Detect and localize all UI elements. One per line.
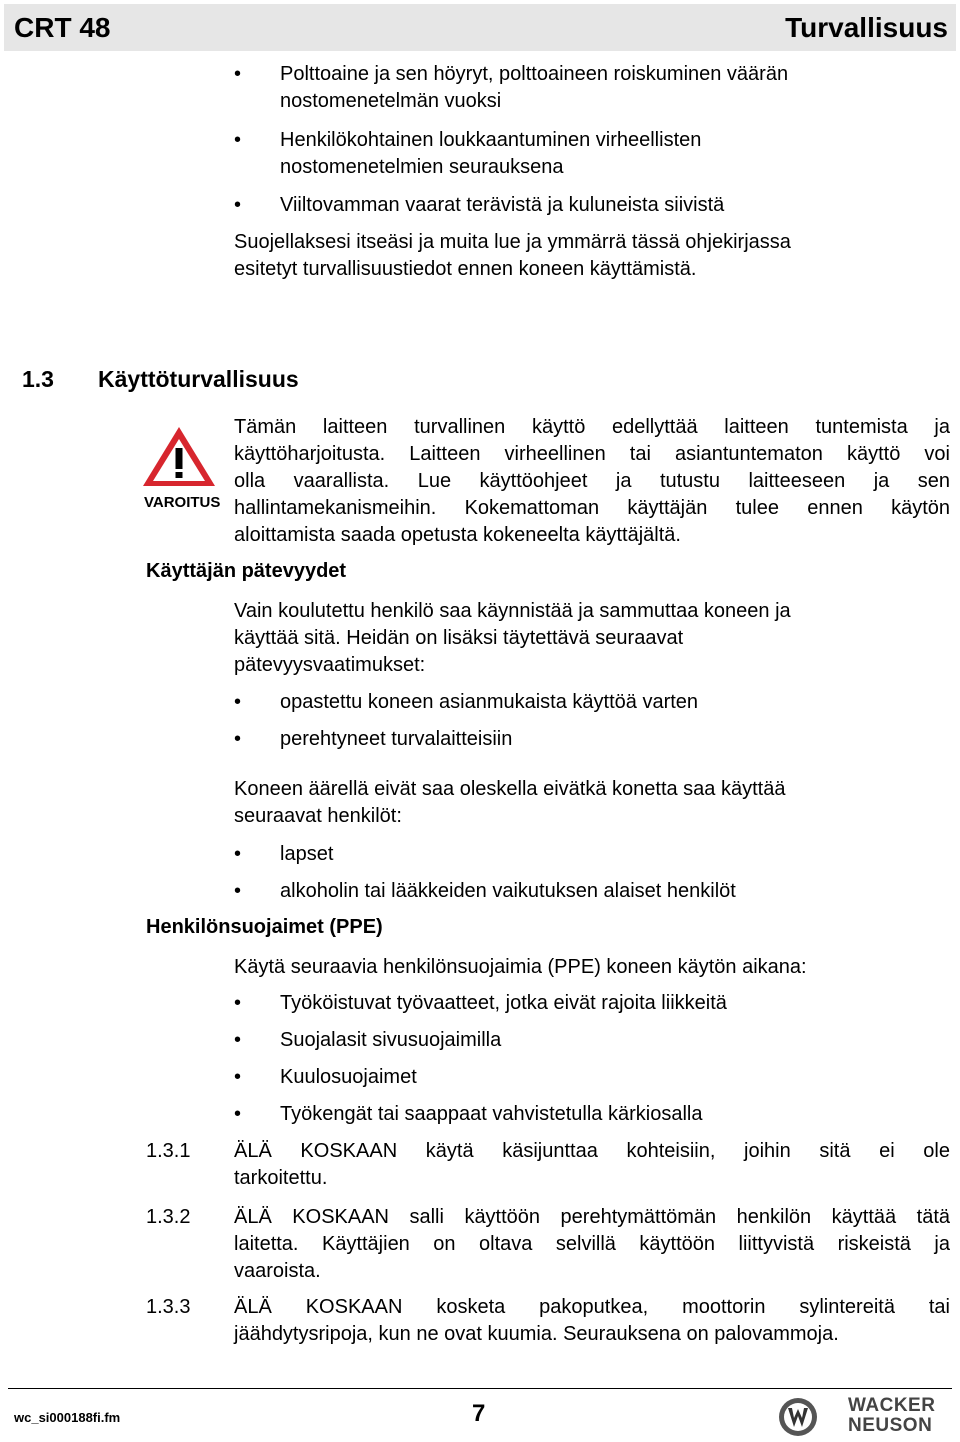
model-title: CRT 48 <box>14 12 111 43</box>
paragraph-line: käyttää sitä. Heidän on lisäksi täytettävä seuraavat <box>234 627 684 649</box>
list-item: alkoholin tai lääkkeiden vaikutuksen alaiset henkilöt <box>280 880 736 902</box>
warning-triangle-icon <box>138 422 220 492</box>
paragraph-line: Suojellaksesi itseäsi ja muita lue ja ymmärrä tässä ohjekirjassa <box>234 231 791 253</box>
paragraph-line: Tämän laitteen turvallinen käyttö edellyttää laitteen tuntemista ja <box>234 416 950 438</box>
footer-divider <box>8 1388 952 1389</box>
rule-text <box>234 1294 950 1348</box>
list-item <box>280 61 920 115</box>
warning-label: VAROITUS <box>144 494 221 511</box>
list-item <box>280 127 920 181</box>
rule-number: 1.3.2 <box>146 1206 191 1228</box>
list-item-line: Henkilökohtainen loukkaantuminen virheellisten <box>280 129 702 151</box>
wacker-neuson-logo-icon <box>776 1396 952 1438</box>
bullet-dot: • <box>234 880 242 902</box>
paragraph-line: Koneen äärellä eivät saa oleskella eivätkä konetta saa käyttää <box>234 778 786 800</box>
list-item-line: nostomenetelmän vuoksi <box>280 90 502 112</box>
logo-mark-icon <box>776 1396 822 1438</box>
ppe-paragraph: Käytä seuraavia henkilönsuojaimia (PPE) koneen käytön aikana: <box>234 956 807 978</box>
section-title: Käyttöturvallisuus <box>98 366 299 392</box>
bullet-dot: • <box>234 129 242 151</box>
bullet-dot: • <box>234 1103 242 1125</box>
list-item: opastettu koneen asianmukaista käyttöä varten <box>280 691 699 713</box>
paragraph-line: aloittamista saada opetusta kokeneelta käyttäjältä. <box>234 524 681 546</box>
paragraph-line: vaaroista. <box>234 1260 321 1282</box>
paragraph-line: laitetta. Käyttäjien on oltava selvillä käyttöön liittyvistä riskeistä ja <box>234 1233 950 1255</box>
paragraph-line: olla vaarallista. Lue käyttöohjeet ja tutustu laitteeseen ja sen <box>234 470 950 492</box>
list-item-line: Polttoaine ja sen höyryt, polttoaineen roiskuminen väärän <box>280 63 789 85</box>
list-item: Kuulosuojaimet <box>280 1066 417 1088</box>
chapter-title: Turvallisuus <box>785 12 948 43</box>
list-item-line: Viiltovamman vaarat terävistä ja kuluneista siivistä <box>280 194 725 216</box>
list-item: lapset <box>280 843 334 865</box>
section-number: 1.3 <box>22 366 54 392</box>
paragraph-line: Vain koulutettu henkilö saa käynnistää ja sammuttaa koneen ja <box>234 600 791 622</box>
bullet-dot: • <box>234 1066 242 1088</box>
list-item: Työkengät tai saappaat vahvistetulla kärkiosalla <box>280 1103 703 1125</box>
bullet-dot: • <box>234 843 242 865</box>
paragraph-line: käyttöharjoitusta. Laitteen virheellinen tai asiantuntematon käyttö voi <box>234 443 950 465</box>
warning-block <box>138 422 220 517</box>
list-item-line: nostomenetelmien seurauksena <box>280 156 564 178</box>
list-item: Työköistuvat työvaatteet, jotka eivät rajoita liikkeitä <box>280 992 727 1014</box>
warning-text <box>234 414 950 549</box>
operator-paragraph <box>234 598 934 679</box>
paragraph-line: pätevyysvaatimukset: <box>234 654 426 676</box>
rule-text <box>234 1138 950 1192</box>
paragraph-line: tarkoitettu. <box>234 1167 328 1189</box>
paragraph-line: seuraavat henkilöt: <box>234 805 402 827</box>
rule-text <box>234 1204 950 1285</box>
list-item <box>280 192 920 219</box>
bullet-dot: • <box>234 63 242 85</box>
page-header <box>4 4 956 51</box>
ppe-heading: Henkilönsuojaimet (PPE) <box>146 916 383 938</box>
paragraph-line: jäähdytysripoja, kun ne ovat kuumia. Seurauksena on palovammoja. <box>234 1323 839 1345</box>
operator-heading: Käyttäjän pätevyydet <box>146 560 347 582</box>
paragraph-line: ÄLÄ KOSKAAN salli käyttöön perehtymättömän henkilön käyttää tätä <box>234 1206 950 1228</box>
bullet-dot: • <box>234 691 242 713</box>
footer-filename: wc_si000188fi.fm <box>14 1410 121 1425</box>
paragraph-line: esitetyt turvallisuustiedot ennen koneen käyttämistä. <box>234 258 697 280</box>
paragraph-line: hallintamekanismeihin. Kokemattoman käyttäjän tulee ennen käytön <box>234 497 950 519</box>
rule-number: 1.3.1 <box>146 1140 191 1162</box>
paragraph-line: ÄLÄ KOSKAAN kosketa pakoputkea, moottorin sylintereitä tai <box>234 1296 950 1318</box>
restriction-paragraph <box>234 776 934 830</box>
logo-text <box>848 1396 935 1436</box>
paragraph-line: ÄLÄ KOSKAAN käytä käsijunttaa kohteisiin, joihin sitä ei ole <box>234 1140 950 1162</box>
bullet-dot: • <box>234 194 242 216</box>
bullet-dot: • <box>234 992 242 1014</box>
logo-line: WACKER <box>848 1395 936 1416</box>
bullet-dot: • <box>234 728 242 750</box>
rule-number: 1.3.3 <box>146 1296 191 1318</box>
list-item: perehtyneet turvalaitteisiin <box>280 728 513 750</box>
intro-paragraph <box>234 229 934 283</box>
list-item: Suojalasit sivusuojaimilla <box>280 1029 502 1051</box>
page-number: 7 <box>472 1400 486 1427</box>
bullet-dot: • <box>234 1029 242 1051</box>
logo-line: NEUSON <box>848 1415 933 1436</box>
